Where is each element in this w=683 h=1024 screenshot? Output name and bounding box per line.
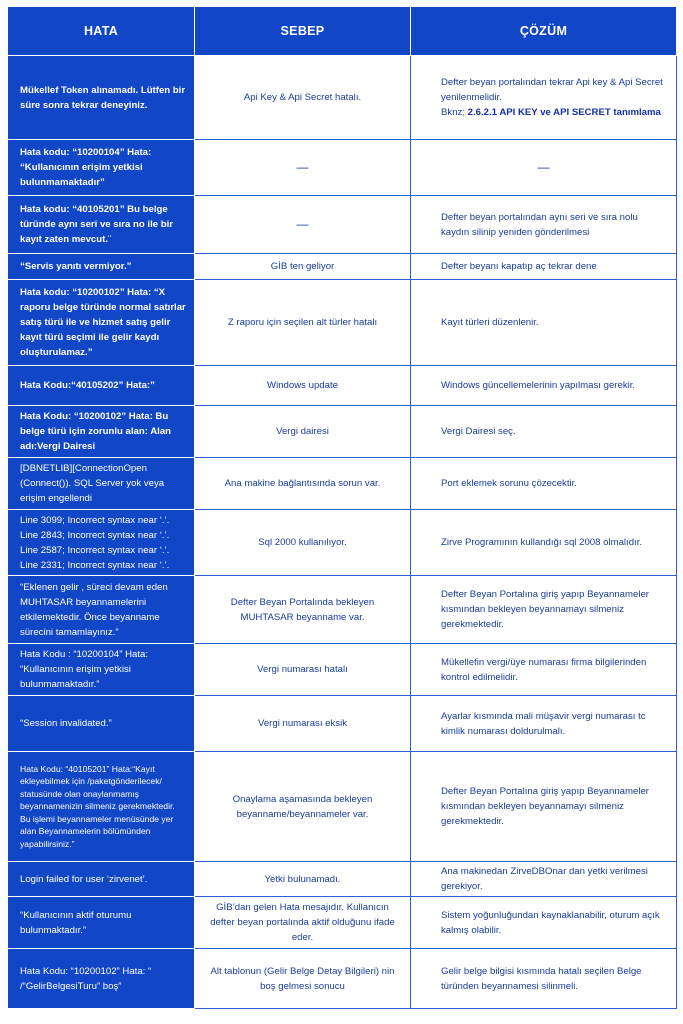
hata-cell: Hata Kodu: “10200102” Hata: Bu belge türü için zorunlu alan: Alan adı:Vergi Dairesi bbox=[8, 406, 195, 458]
header-cozum: ÇÖZÜM bbox=[411, 7, 677, 56]
table-row bbox=[8, 644, 677, 696]
header-sebep: SEBEP bbox=[195, 7, 411, 56]
error-table-container bbox=[7, 6, 676, 1009]
cozum-cell: — bbox=[411, 140, 677, 196]
sebep-cell: — bbox=[195, 196, 411, 254]
hata-cell: “Servis yanıtı vermiyor.” bbox=[8, 254, 195, 280]
sebep-cell: Alt tablonun (Gelir Belge Detay Bilgileri) nin boş gelmesi sonucu bbox=[195, 949, 411, 1009]
sebep-cell: Vergi numarası hatalı bbox=[195, 644, 411, 696]
hata-cell: “Session invalidated.” bbox=[8, 696, 195, 752]
cozum-cell: Ayarlar kısmında mali müşavir vergi numarası tc kimlik numarası doldurulmalı. bbox=[411, 696, 677, 752]
cozum-prefix: Bknz; bbox=[441, 107, 468, 118]
table-row bbox=[8, 280, 677, 366]
sebep-cell: GİB’dan gelen Hata mesajıdır. Kullanıcın defter beyan portalında aktif olduğunu ifade eder. bbox=[195, 897, 411, 949]
hata-cell: Hata kodu: “40105201” Bu belge türünde aynı seri ve sıra no ile bir kayıt zaten mevcut.¨ bbox=[8, 196, 195, 254]
hata-cell: Hata Kodu: “40105201” Hata:“Kayıt ekleyebilmek için /paketgönderilecek/ statusünde olan onaylanmamış beyannamenizin silmeniz gerekmektedir. Bu işlemi beyannameler menüsünde yer alan Beyannamelerin bölümünden yapabilirsiniz.” bbox=[8, 752, 195, 862]
table-row bbox=[8, 510, 677, 576]
sebep-cell: Sql 2000 kullanılıyor. bbox=[195, 510, 411, 576]
cozum-cell: Defter Beyan Portalına giriş yapıp Beyannameler kısmından bekleyen beyannamayı silmeniz gerekmektedir. bbox=[411, 576, 677, 644]
cozum-cell: Zirve Programının kullandığı sql 2008 olmalıdır. bbox=[411, 510, 677, 576]
hata-cell: [DBNETLIB][ConnectionOpen (Connect()). SQL Server yok veya erişim engellendi bbox=[8, 458, 195, 510]
sebep-cell: Z raporu için seçilen alt türler hatalı bbox=[195, 280, 411, 366]
hata-cell: Hata kodu: “10200102” Hata: “X raporu belge türünde normal satırlar satış türü ile ve hizmet satış gelir kayıt türü seçimi ile gelir kaydı oluşturulamaz.” bbox=[8, 280, 195, 366]
cozum-cell: Windows güncellemelerinin yapılması gerekir. bbox=[411, 366, 677, 406]
sebep-cell: Api Key & Api Secret hatalı. bbox=[195, 56, 411, 140]
hata-cell: Hata Kodu: “10200102” Hata: “ /“GelirBelgesiTuru” boş” bbox=[8, 949, 195, 1009]
sebep-cell: Vergi numarası eksik bbox=[195, 696, 411, 752]
cozum-cell: Mükellefin vergi/üye numarası firma bilgilerinden kontrol edilmelidir. bbox=[411, 644, 677, 696]
table-row bbox=[8, 458, 677, 510]
cozum-cell: Ana makinedan ZirveDBOnar dan yetki verilmesi gerekiyor. bbox=[411, 862, 677, 897]
hata-cell: Hata Kodu:“40105202” Hata:” bbox=[8, 366, 195, 406]
cozum-cell: Kayıt türleri düzenlenir. bbox=[411, 280, 677, 366]
header-row bbox=[8, 7, 677, 56]
cozum-cell: Defter beyanı kapatıp aç tekrar dene bbox=[411, 254, 677, 280]
sebep-cell: Yetki bulunamadı. bbox=[195, 862, 411, 897]
sebep-cell: Ana makine bağlantısında sorun var. bbox=[195, 458, 411, 510]
table-row bbox=[8, 196, 677, 254]
cozum-cell: Defter Beyan Portalına giriş yapıp Beyannameler kısmından bekleyen beyannamayı silmeniz gerekmektedir. bbox=[411, 752, 677, 862]
sebep-cell: GİB ten geliyor bbox=[195, 254, 411, 280]
table-row bbox=[8, 56, 677, 140]
table-row bbox=[8, 862, 677, 897]
table-row bbox=[8, 140, 677, 196]
table-row bbox=[8, 696, 677, 752]
table-row bbox=[8, 752, 677, 862]
cozum-cell bbox=[411, 56, 677, 140]
cozum-cell: Gelir belge bilgisi kısmında hatalı seçilen Belge türünden beyannamesi silinmeli. bbox=[411, 949, 677, 1009]
table-row bbox=[8, 576, 677, 644]
hata-cell: Hata kodu: “10200104” Hata: “Kullanıcının erişim yetkisi bulunmamaktadır” bbox=[8, 140, 195, 196]
sebep-cell: — bbox=[195, 140, 411, 196]
hata-cell: “Kullanıcının aktif oturumu bulunmaktadır.” bbox=[8, 897, 195, 949]
cozum-cell: Sistem yoğunluğundan kaynaklanabilir, oturum açık kalmış olabilir. bbox=[411, 897, 677, 949]
error-table bbox=[7, 6, 677, 1009]
cozum-cell: Defter beyan portalından aynı seri ve sıra nolu kaydın silinip yeniden gönderilmesi bbox=[411, 196, 677, 254]
header-hata: HATA bbox=[8, 7, 195, 56]
hata-cell: Login failed for user ‘zirvenet’. bbox=[8, 862, 195, 897]
table-row bbox=[8, 897, 677, 949]
cozum-cell: Vergi Dairesi seç. bbox=[411, 406, 677, 458]
cozum-text: Defter beyan portalından tekrar Api key & Api Secret yenilenmelidir. bbox=[441, 77, 663, 103]
table-row bbox=[8, 949, 677, 1009]
cozum-cell: Port eklemek sorunu çözecektir. bbox=[411, 458, 677, 510]
cozum-reference-link: 2.6.2.1 API KEY ve API SECRET tanımlama bbox=[467, 107, 661, 118]
sebep-cell: Windows update bbox=[195, 366, 411, 406]
sebep-cell: Vergi dairesi bbox=[195, 406, 411, 458]
table-row bbox=[8, 406, 677, 458]
hata-cell: Line 3099; Incorrect syntax near ‘.’. Line 2843; Incorrect syntax near ‘.’. Line 2587; Incorrect syntax near ‘.’. Line 2331; Incorrect syntax near ‘.’. bbox=[8, 510, 195, 576]
hata-cell: Hata Kodu : “10200104” Hata: “Kullanıcının erişim yetkisi bulunmamaktadır.” bbox=[8, 644, 195, 696]
table-row bbox=[8, 254, 677, 280]
hata-cell: “Eklenen gelir , süreci devam eden MUHTASAR beyannamelerini etkilemektedir. Önce beyanname sürecini tamamlayınız.” bbox=[8, 576, 195, 644]
sebep-cell: Onaylama aşamasında bekleyen beyanname/beyannameler var. bbox=[195, 752, 411, 862]
sebep-cell: Defter Beyan Portalında bekleyen MUHTASAR beyanname var. bbox=[195, 576, 411, 644]
table-row bbox=[8, 366, 677, 406]
hata-cell: Mükellef Token alınamadı. Lütfen bir süre sonra tekrar deneyiniz. bbox=[8, 56, 195, 140]
